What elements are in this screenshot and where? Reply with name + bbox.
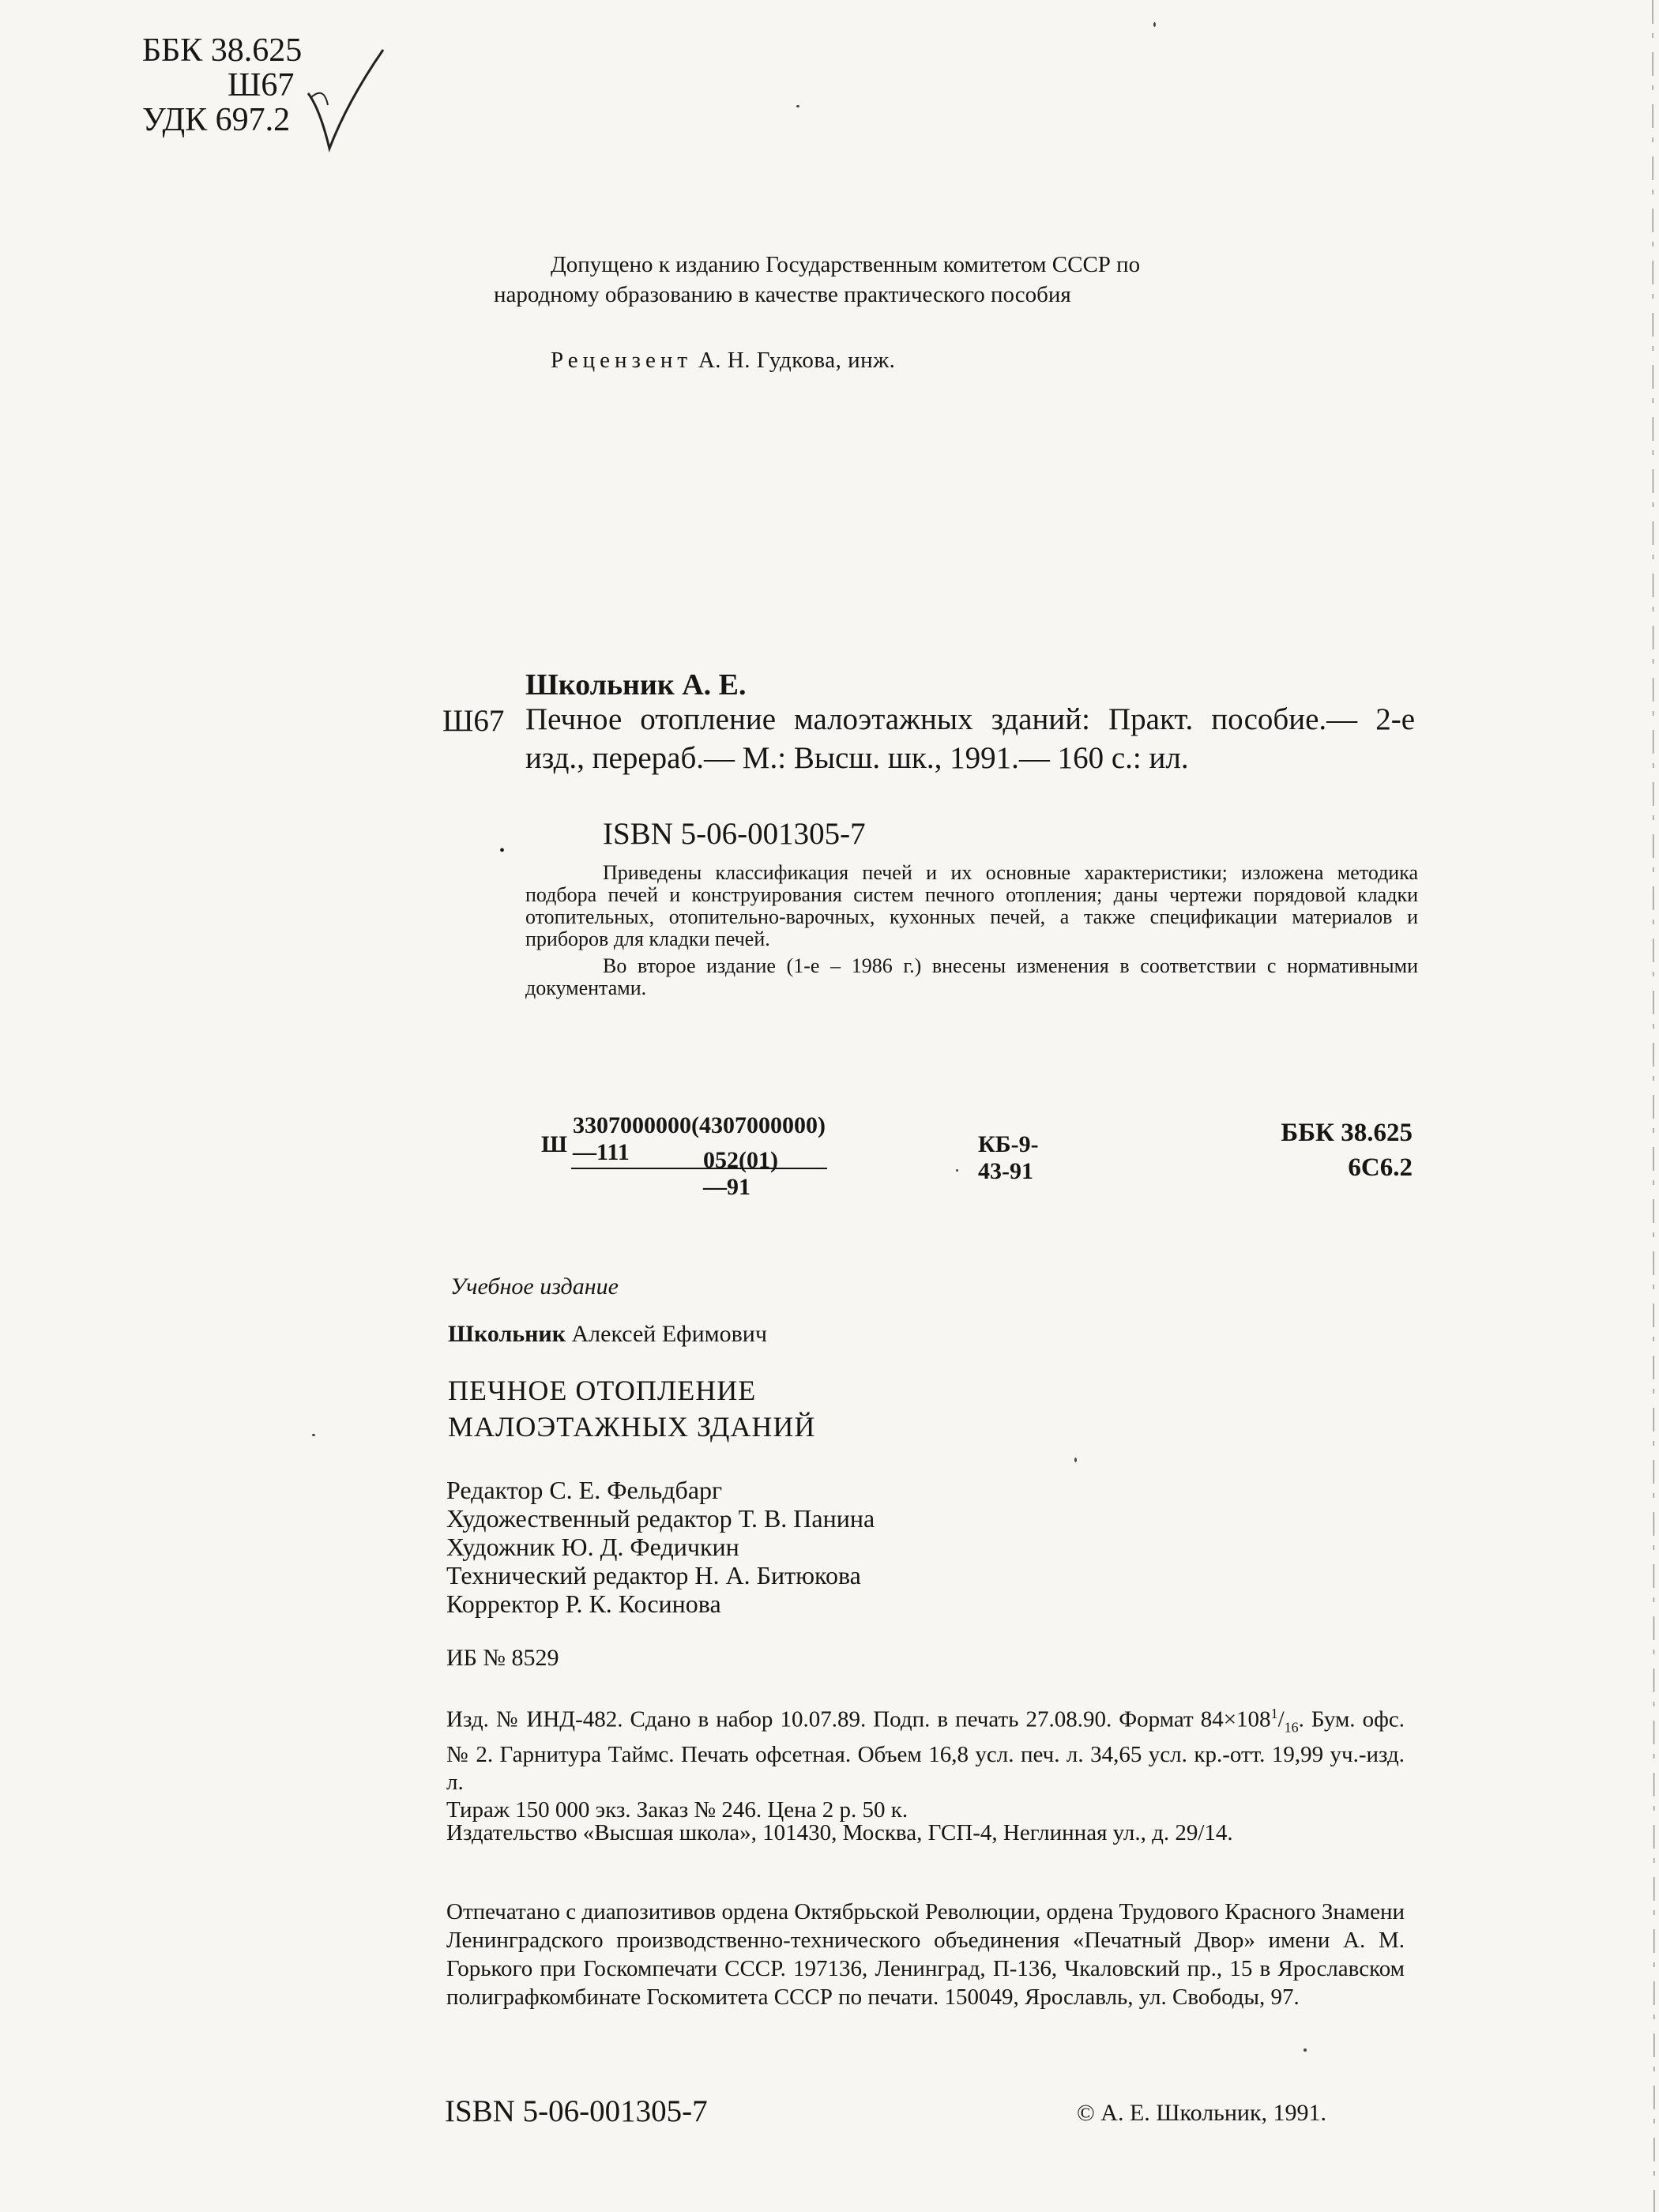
author-surname: Школьник [448, 1321, 566, 1347]
kb-code: КБ-9-43-91 [978, 1131, 1039, 1184]
fraction-denominator: 052(01)—91 [703, 1147, 778, 1200]
specs-subscript: 16 [1284, 1719, 1299, 1736]
author-mark: Ш67 [228, 67, 295, 103]
bbk-right-1: ББК 38.625 [1281, 1119, 1413, 1147]
credit-editor: Редактор С. Е. Фельдбарг [446, 1476, 723, 1504]
edition-type: Учебное издание [450, 1273, 619, 1300]
credit-art-editor: Художественный редактор Т. В. Панина [446, 1504, 875, 1533]
title-line-2: МАЛОЭТАЖНЫХ ЗДАНИЙ [448, 1411, 816, 1443]
catalog-code: Ш67 [442, 704, 505, 738]
page-edge-shadow [1642, 0, 1659, 2212]
scan-speck [1304, 2048, 1307, 2052]
ib-number: ИБ № 8529 [446, 1645, 559, 1671]
approval-line-2: народному образованию в качестве практического пособия [494, 282, 1071, 307]
bbk-right-2: 6С6.2 [1348, 1153, 1413, 1182]
author-full-name [448, 1321, 767, 1348]
bbk-code: ББК 38.625 [142, 32, 303, 69]
fraction-numerator: 3307000000(4307000000)—111 [571, 1112, 827, 1169]
approval-note [494, 250, 1386, 310]
reviewer-line [551, 348, 895, 374]
catalog-description: Печное отопление малоэтажных зданий: Практ. пособие.— 2-е изд., перераб.— М.: Высш. шк., 1991.— 160 с.: ил. [525, 702, 1415, 775]
specs-part-a: Изд. № ИНД-482. Сдано в набор 10.07.89. Подп. в печать 27.08.90. Формат 84×108 [446, 1706, 1271, 1732]
scan-speck [956, 1169, 958, 1172]
specs-part-c: Тираж 150 000 экз. Заказ № 246. Цена 2 р. 50 к. [446, 1797, 908, 1823]
approval-line-1: Допущено к изданию Государственным комитетом СССР по [551, 252, 1141, 277]
scan-speck [1153, 22, 1156, 27]
classification-codes [142, 33, 302, 137]
author-given-names: Алексей Ефимович [571, 1321, 767, 1347]
reviewer-name: А. Н. Гудкова, инж. [698, 348, 896, 373]
scan-speck [1074, 1458, 1077, 1462]
bbk-right-block [1262, 1115, 1413, 1185]
printer-info: Отпечатано с диапозитивов ордена Октябрьской Революции, ордена Трудового Красного Знамени Ленинградского производственно-технического объединения «Печатный Двор» имени А. М. Горького при Госкомпечати СССР. 197136, Ленинград, П-136, Чкаловский пр., 15 в Ярославском полиграфкомбинате Госкомитета СССР по печати. 150049, Ярославль, ул. Свободы, 97. [446, 1899, 1405, 2010]
credits-list [446, 1476, 875, 1618]
publisher-address: Издательство «Высшая школа», 101430, Москва, ГСП-4, Неглинная ул., д. 29/14. [446, 1820, 1233, 1845]
bullet-mark: • [499, 842, 506, 860]
specs-superscript: 1 [1270, 1706, 1278, 1721]
catalog-author: Школьник А. Е. [525, 668, 747, 702]
reviewer-label: Рецензент [551, 348, 693, 373]
abstract-paragraph-2: Во второе издание (1-е – 1986 г.) внесены изменения в соответствии с нормативными документами. [525, 954, 1418, 999]
catalog-abstract [525, 862, 1418, 999]
specs-slash: / [1277, 1706, 1285, 1732]
isbn-bottom: ISBN 5-06-001305-7 [445, 2094, 708, 2128]
credit-tech-editor: Технический редактор Н. А. Битюкова [446, 1561, 861, 1589]
print-specifications [446, 1700, 1405, 1824]
abstract-paragraph-1: Приведены классификация печей и их основные характеристики; изложена методика подбора печей и конструирования систем печного отопления; даны чертежи порядовой кладки отопительных, отопительно-варочных, кухонных печей, а также спецификации материалов и приборов для кладки печей. [525, 861, 1418, 950]
scan-speck [796, 105, 799, 107]
scan-speck [312, 1434, 315, 1436]
catalog-isbn: ISBN 5-06-001305-7 [603, 817, 866, 851]
credit-artist: Художник Ю. Д. Федичкин [446, 1533, 739, 1561]
credit-corrector: Корректор Р. К. Косинова [446, 1589, 721, 1618]
book-title [448, 1372, 815, 1445]
handwritten-check-mark [304, 46, 399, 156]
fraction-prefix: Ш [541, 1131, 567, 1157]
copyright: © А. Е. Школьник, 1991. [1077, 2100, 1327, 2126]
title-line-1: ПЕЧНОЕ ОТОПЛЕНИЕ [448, 1375, 757, 1406]
udk-code: УДК 697.2 [142, 102, 291, 138]
specs-part-b: . Бум. офс. № 2. Гарнитура Таймс. Печать офсетная. Объем 16,8 усл. печ. л. 34,65 усл. кр.-отт. 19,99 уч.-изд. л. [446, 1706, 1405, 1796]
